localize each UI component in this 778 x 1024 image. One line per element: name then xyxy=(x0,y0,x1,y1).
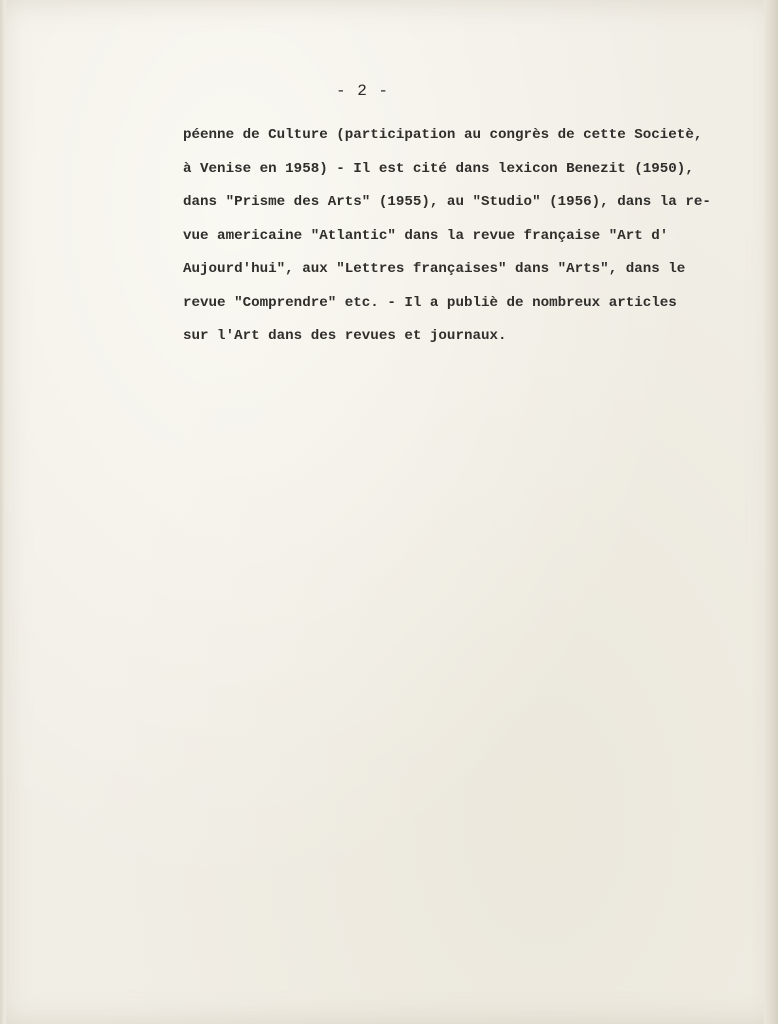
body-paragraph xyxy=(183,119,763,354)
text-line: sur l'Art dans des revues et journaux. xyxy=(183,328,507,344)
text-line: dans "Prisme des Arts" (1955), au "Studio" (1956), dans la re- xyxy=(183,194,711,210)
paper-left-edge xyxy=(0,0,6,1024)
text-line: à Venise en 1958) - Il est cité dans lexicon Benezit (1950), xyxy=(183,160,694,177)
page-number: - 2 - xyxy=(336,82,390,100)
text-line: vue americaine "Atlantic" dans la revue française "Art d' xyxy=(183,227,669,244)
paper-right-edge xyxy=(764,0,778,1024)
text-line: péenne de Culture (participation au congrès de cette Societè, xyxy=(183,127,703,143)
text-line: Aujourd'hui", aux "Lettres françaises" dans "Arts", dans le xyxy=(183,261,686,277)
text-line: revue "Comprendre" etc. - Il a publiè de nombreux articles xyxy=(183,294,677,311)
